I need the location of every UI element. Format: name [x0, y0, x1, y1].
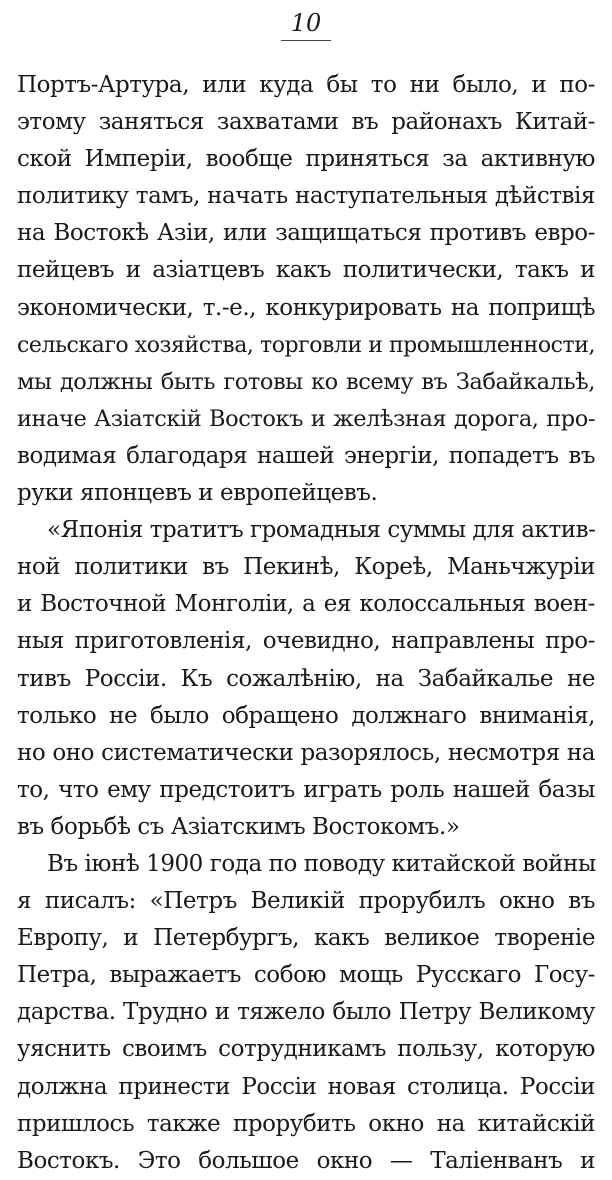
text-line: иначе Азіатскій Востокъ и желѣзная дорога, про- [17, 405, 595, 432]
text-line: сельскаго хозяйства, торговли и промышленности, [17, 332, 595, 358]
text-line: и Восточной Монголіи, а ея колоссальныя воен- [17, 591, 595, 618]
text-line: ской Имперіи, вообще приняться за активную [17, 146, 595, 173]
text-line: «Японія тратитъ громадныя суммы для актив- [47, 517, 596, 544]
text-line: экономически, т.-е., конкурировать на поприщѣ [17, 294, 595, 321]
text-line: Востокъ. Это большое окно — Таліенванъ и [17, 1147, 595, 1174]
page-number: 10 [290, 9, 322, 37]
text-line: но оно систематически разорялось, несмотря на [17, 739, 595, 766]
text-line: руки японцевъ и европейцевъ. [17, 480, 378, 507]
text-line: этому заняться захватами въ районахъ Китай- [17, 109, 595, 136]
text-line: ной политики въ Пекинѣ, Кореѣ, Маньчжуріи [17, 554, 595, 581]
text-line: я писалъ: «Петръ Великій прорубилъ окно въ [17, 888, 595, 915]
text-line: дарства. Трудно и тяжело было Петру Великому [17, 999, 595, 1026]
text-line: водимая благодаря нашей энергіи, попадетъ въ [17, 442, 595, 469]
text-line: только не было обращено должнаго вниманія, [17, 702, 595, 729]
text-line: уяснить своимъ сотрудникамъ пользу, которую [17, 1036, 595, 1063]
text-line: въ борьбѣ съ Азіатскимъ Востокомъ.» [17, 813, 460, 840]
text-line: политику тамъ, начать наступательныя дѣйствія [17, 183, 595, 210]
text-line: Въ іюнѣ 1900 года по поводу китайской войны [47, 850, 596, 877]
page-number-rule [281, 40, 331, 41]
text-line: пейцевъ и азіатцевъ какъ политически, такъ и [17, 257, 595, 284]
text-line: пришлось также прорубить окно на китайскій [17, 1110, 595, 1137]
text-line: на Востокѣ Азіи, или защищаться противъ евро- [17, 220, 595, 247]
text-line: Петра, выражаетъ собою мощь Русскаго Госу- [17, 962, 595, 989]
text-line: то, что ему предстоитъ играть роль нашей базы [17, 776, 595, 803]
text-line: ныя приготовленія, очевидно, направлены про- [17, 628, 595, 655]
text-line: Европу, и Петербургъ, какъ великое твореніе [17, 925, 595, 952]
body-text [17, 67, 595, 1180]
text-line: тивъ Россіи. Къ сожалѣнію, на Забайкалье не [17, 665, 595, 692]
text-line: должна принести Россіи новая столица. Россіи [17, 1073, 595, 1100]
text-line: мы должны быть готовы ко всему въ Забайкальѣ, [17, 368, 595, 395]
text-line: Портъ-Артура, или куда бы то ни было, и по- [17, 72, 595, 98]
